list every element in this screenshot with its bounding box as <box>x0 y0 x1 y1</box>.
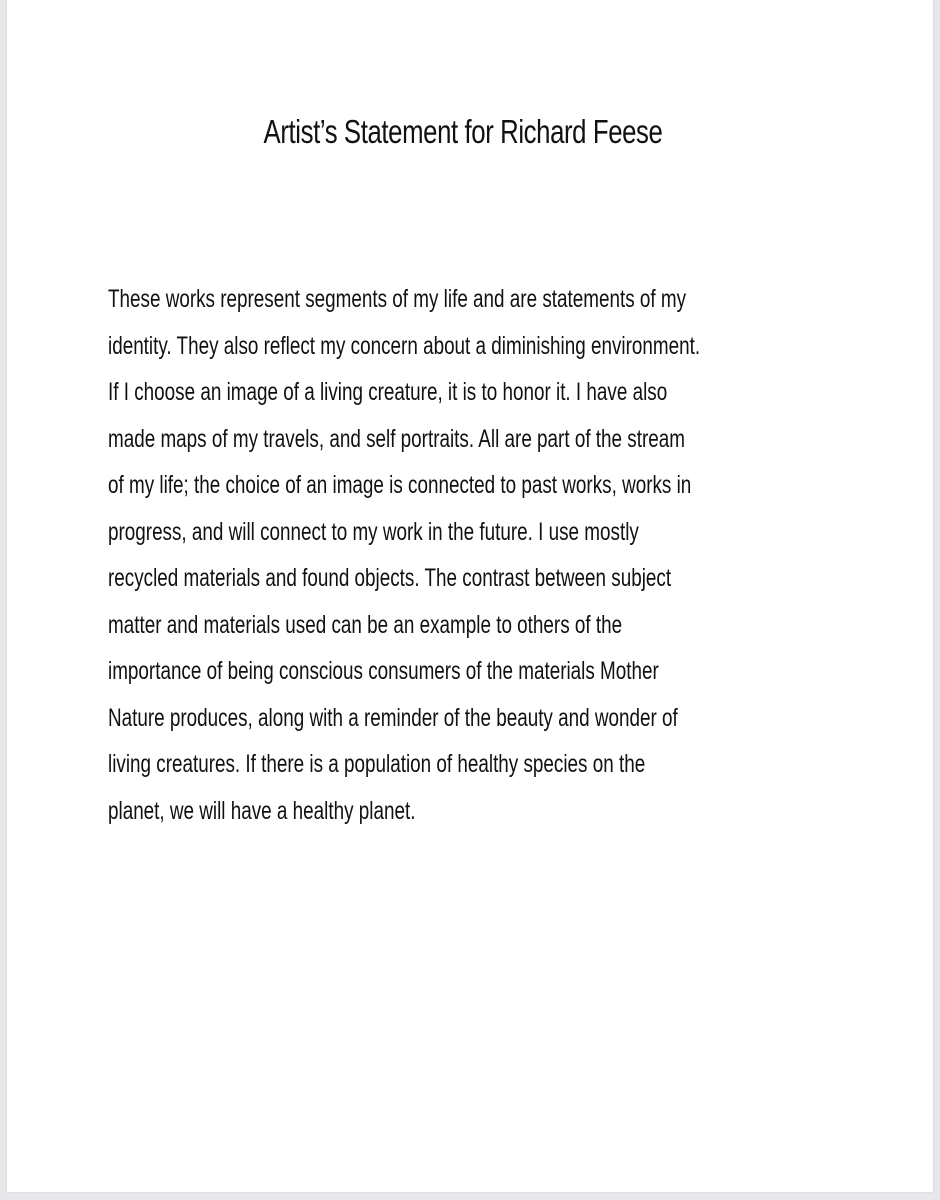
paragraph-line: importance of being conscious consumers of the materials Mother <box>108 657 659 685</box>
paragraph-line: If I choose an image of a living creature, it is to honor it. I have also <box>108 378 668 406</box>
paragraph-line: matter and materials used can be an example to others of the <box>108 610 623 639</box>
paragraph-line: recycled materials and found objects. The contrast between subject <box>108 564 672 592</box>
paragraph-line: Nature produces, along with a reminder of the beauty and wonder of <box>108 703 678 732</box>
paragraph-line: identity. They also reflect my concern about a diminishing environment. <box>108 331 701 360</box>
paragraph-line: living creatures. If there is a population of healthy species on the <box>108 750 646 778</box>
paragraph-line: These works represent segments of my life and are statements of my <box>108 285 687 313</box>
paragraph-line: of my life; the choice of an image is connected to past works, works in <box>108 471 692 499</box>
statement-paragraph <box>108 276 848 834</box>
paragraph-line: progress, and will connect to my work in the future. I use mostly <box>108 517 639 546</box>
paragraph-line: made maps of my travels, and self portraits. All are part of the stream <box>108 424 685 453</box>
document-title: Artist’s Statement for Richard Feese <box>263 113 663 150</box>
paragraph-line: planet, we will have a healthy planet. <box>108 796 416 825</box>
